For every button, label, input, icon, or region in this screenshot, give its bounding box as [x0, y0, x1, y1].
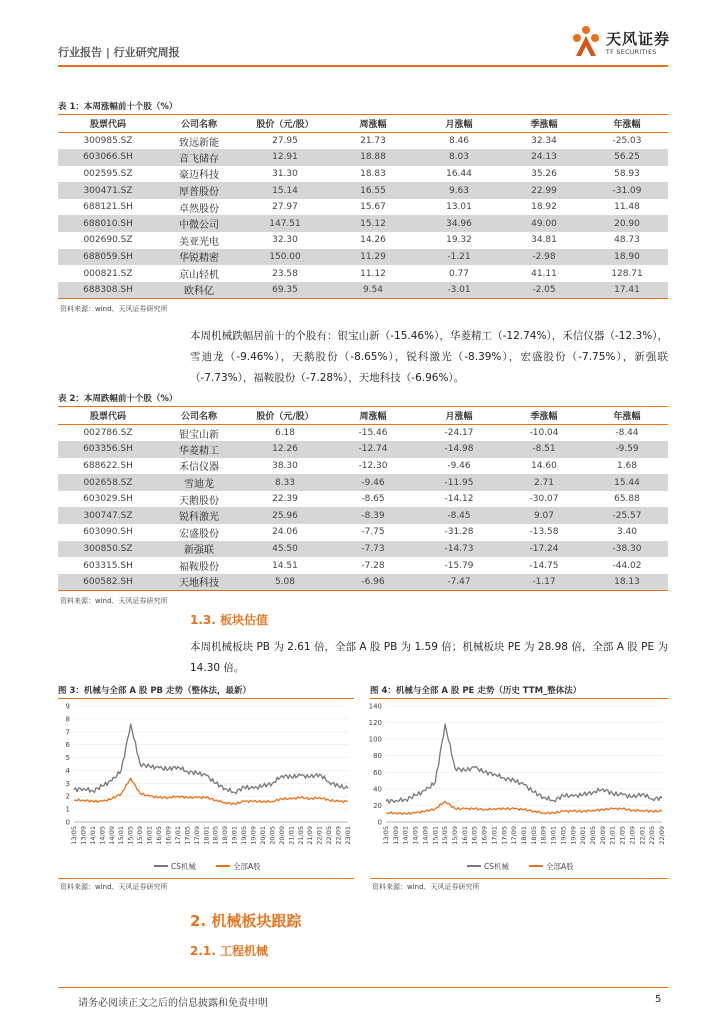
table2-caption: 表 2：本周跌幅前十个股（%）: [58, 394, 178, 404]
value-cell: 8.33: [240, 474, 330, 491]
figure4-rule: [370, 698, 668, 699]
value-cell: -15.79: [444, 560, 474, 571]
x-tick-label: 18/01: [520, 826, 528, 845]
y-tick-label: 120: [368, 719, 382, 728]
x-tick-label: 19/05: [559, 826, 568, 845]
table-row: [58, 507, 668, 524]
x-tick-label: 17/09: [510, 826, 519, 845]
value-cell: 12.91: [240, 149, 330, 166]
y-tick-label: 7: [65, 728, 70, 737]
value-cell: 38.30: [272, 460, 298, 471]
stock-code: 002690.SZ: [83, 235, 133, 246]
table-row: [58, 249, 668, 266]
x-tick-label: 21/01: [287, 826, 296, 845]
table-row: [58, 282, 668, 299]
value-cell: 31.30: [272, 168, 298, 179]
x-tick-label: 15/09: [136, 826, 145, 845]
value-cell: 0.77: [448, 268, 470, 279]
value-cell: 8.03: [416, 149, 502, 166]
stock-code: 603029.SH: [83, 494, 133, 505]
figure4-source: 资料来源：wind、天风证券研究所: [372, 883, 480, 891]
x-tick-label: 19/09: [249, 826, 258, 845]
value-cell: 15.12: [330, 215, 416, 232]
value-cell: 34.96: [416, 215, 502, 232]
value-cell: 5.08: [240, 574, 330, 591]
legend-label: 全部A股: [233, 862, 261, 871]
value-cell: 13.01: [446, 202, 472, 213]
value-cell: 150.00: [240, 249, 330, 266]
figure3-source: 资料来源：wind、天风证券研究所: [60, 883, 168, 891]
value-cell: 9.63: [416, 182, 502, 199]
x-tick-label: 18/01: [202, 826, 211, 845]
value-cell: 9.07: [502, 507, 586, 524]
x-tick-label: 14/01: [88, 826, 97, 845]
x-tick-label: 20/01: [579, 826, 588, 845]
value-cell: 128.71: [611, 268, 643, 279]
stock-code: 300471.SZ: [58, 182, 158, 199]
x-tick-label: 19/05: [240, 826, 249, 845]
value-cell: -25.57: [586, 507, 668, 524]
value-cell: -31.28: [444, 527, 474, 538]
value-cell: -8.44: [615, 428, 639, 439]
x-tick-label: 22/05: [325, 826, 334, 845]
value-cell: 16.55: [330, 182, 416, 199]
header-divider: [58, 65, 668, 67]
figure4-caption: 图 4：机械与全部 A 股 PE 走势（历史 TTM_整体法）: [370, 686, 582, 696]
series-line: [74, 778, 348, 804]
stock-code: 688059.SH: [58, 249, 158, 266]
logo-text: 天风证券: [606, 30, 671, 48]
stock-code: 688010.SH: [58, 215, 158, 232]
x-tick-label: 16/01: [460, 826, 469, 845]
value-cell: 23.58: [272, 268, 298, 279]
x-tick-label: 16/09: [164, 826, 173, 845]
company-name: 厚普股份: [158, 182, 240, 199]
x-tick-label: 21/05: [296, 826, 305, 845]
legend-label: CS机械: [171, 862, 196, 871]
x-tick-label: 17/01: [173, 826, 182, 845]
value-cell: 41.11: [531, 268, 557, 279]
section-heading: 2. 机械板块跟踪: [190, 912, 302, 930]
value-cell: -8.51: [502, 441, 586, 458]
value-cell: -13.58: [529, 527, 559, 538]
stock-code: 688121.SH: [83, 202, 133, 213]
x-tick-label: 21/09: [306, 826, 315, 845]
value-cell: -38.30: [586, 541, 668, 558]
value-cell: 14.26: [360, 235, 386, 246]
value-cell: -12.30: [358, 460, 388, 471]
stock-code: 600582.SH: [58, 574, 158, 591]
x-tick-label: 15/05: [441, 826, 450, 845]
company-name: 新强联: [158, 541, 240, 558]
x-tick-label: 14/09: [107, 826, 116, 845]
table2-source: 资料来源：wind、天风证券研究所: [60, 597, 168, 605]
x-tick-label: 18/09: [539, 826, 548, 845]
table-row: [58, 182, 668, 199]
value-cell: 8.46: [448, 136, 470, 147]
y-tick-label: 100: [368, 735, 382, 744]
value-cell: 14.60: [531, 460, 557, 471]
value-cell: -8.45: [416, 507, 502, 524]
column-header: 季涨幅: [502, 407, 586, 425]
column-header: 月涨幅: [416, 115, 502, 133]
value-cell: 24.06: [272, 527, 298, 538]
value-cell: -9.59: [586, 441, 668, 458]
x-tick-label: 20/09: [277, 826, 286, 845]
value-cell: 22.39: [272, 494, 298, 505]
x-tick-label: 13/09: [391, 826, 400, 845]
value-cell: -7.47: [416, 574, 502, 591]
company-name: 雪迪龙: [158, 474, 240, 491]
value-cell: -6.96: [330, 574, 416, 591]
table-row: [58, 149, 668, 166]
company-name: 天地科技: [158, 574, 240, 591]
value-cell: 19.32: [446, 235, 472, 246]
y-tick-label: 6: [65, 741, 70, 750]
value-cell: 49.00: [502, 215, 586, 232]
x-tick-label: 17/01: [490, 826, 499, 845]
y-tick-label: 20: [373, 801, 382, 810]
footer-divider: [58, 987, 668, 988]
value-cell: 21.73: [360, 136, 386, 147]
company-name: 欧科亿: [158, 282, 240, 299]
column-header: 周涨幅: [330, 115, 416, 133]
disclaimer: 请务必阅读正文之后的信息披露和免责申明: [78, 998, 268, 1009]
value-cell: 32.30: [272, 235, 298, 246]
figure3-bottom-rule: [58, 878, 354, 879]
stock-code: 688308.SH: [58, 282, 158, 299]
column-header: 公司名称: [158, 407, 240, 425]
table-row: [58, 574, 668, 591]
table-row: [58, 524, 668, 541]
subsection-heading: 2.1. 工程机械: [190, 944, 268, 958]
value-cell: -44.02: [612, 560, 642, 571]
value-cell: 15.14: [240, 182, 330, 199]
value-cell: 24.13: [502, 149, 586, 166]
x-tick-label: 18/09: [221, 826, 230, 845]
value-cell: 27.95: [272, 136, 298, 147]
value-cell: 9.54: [330, 282, 416, 299]
value-cell: 18.13: [586, 574, 668, 591]
y-tick-label: 8: [65, 715, 70, 724]
value-cell: 56.25: [586, 149, 668, 166]
table-row: [58, 232, 668, 249]
company-name: 中微公司: [158, 215, 240, 232]
company-name: 天鹅股份: [179, 495, 219, 507]
top-losers-table: [58, 406, 668, 591]
value-cell: -7.28: [361, 560, 385, 571]
x-tick-label: 16/01: [145, 826, 154, 845]
value-cell: 58.93: [614, 168, 640, 179]
company-logo: [568, 22, 678, 62]
x-tick-label: 20/09: [598, 826, 607, 845]
value-cell: -11.95: [416, 474, 502, 491]
value-cell: -10.04: [529, 428, 559, 439]
x-tick-label: 19/09: [569, 826, 578, 845]
table-header-row: [58, 115, 668, 133]
x-tick-label: 22/09: [658, 826, 666, 845]
legend-label: CS机械: [484, 862, 509, 871]
column-header: 股价（元/股）: [240, 407, 330, 425]
y-tick-label: 4: [65, 766, 70, 775]
stock-code: 603090.SH: [83, 527, 133, 538]
value-cell: 27.97: [272, 202, 298, 213]
value-cell: 45.50: [240, 541, 330, 558]
y-tick-label: 40: [373, 785, 382, 794]
value-cell: -8.39: [330, 507, 416, 524]
value-cell: -3.01: [416, 282, 502, 299]
company-name: 宏盛股份: [179, 528, 219, 540]
value-cell: 18.83: [360, 168, 386, 179]
table-row: [58, 199, 668, 216]
value-cell: -17.24: [502, 541, 586, 558]
stock-code: 603066.SH: [58, 149, 158, 166]
x-tick-label: 17/05: [500, 826, 509, 845]
value-cell: 17.41: [586, 282, 668, 299]
value-cell: -7.73: [330, 541, 416, 558]
stock-code: 300850.SZ: [58, 541, 158, 558]
value-cell: 11.29: [330, 249, 416, 266]
value-cell: 18.90: [586, 249, 668, 266]
table1-source: 资料来源：wind、天风证券研究所: [60, 305, 168, 313]
figure3-caption: 图 3：机械与全部 A 股 PB 走势（整体法，最新）: [58, 686, 251, 696]
x-tick-label: 14/09: [421, 826, 430, 845]
section-heading: 1.3. 板块估值: [190, 613, 268, 627]
x-tick-label: 22/09: [334, 826, 343, 845]
x-tick-label: 15/01: [117, 826, 126, 845]
y-tick-label: 60: [373, 768, 382, 777]
decliners-summary: 本周机械跌幅居前十的个股有：银宝山新（-15.46%），华菱精工（-12.74%），禾信仪器（-12.3%），雪迪龙（-9.46%），天鹅股份（-8.65%），锐科激光（-8.39%），宏盛股份（-7.75%），新强联（-7.73%），福鞍股份（-7.28%），天地科技（-6.96%）。: [190, 330, 668, 384]
table-row: [58, 425, 668, 442]
value-cell: -14.98: [416, 441, 502, 458]
y-tick-label: 5: [65, 754, 70, 763]
stock-code: 603356.SH: [58, 441, 158, 458]
value-cell: -2.98: [502, 249, 586, 266]
x-tick-label: 21/05: [618, 826, 627, 845]
value-cell: -14.73: [416, 541, 502, 558]
column-header: 周涨幅: [330, 407, 416, 425]
company-name: 华锐精密: [158, 249, 240, 266]
stock-code: 000821.SZ: [83, 268, 133, 279]
value-cell: 34.81: [531, 235, 557, 246]
logo-mark-icon: [568, 24, 604, 60]
x-tick-label: 17/05: [183, 826, 192, 845]
company-name: 美亚光电: [179, 236, 219, 248]
x-tick-label: 22/01: [315, 826, 324, 845]
value-cell: -1.17: [502, 574, 586, 591]
company-name: 致远新能: [179, 137, 219, 149]
x-tick-label: 22/05: [648, 826, 657, 845]
company-name: 卓然股份: [179, 203, 219, 215]
company-name: 福鞍股份: [179, 562, 219, 574]
pb-trend-chart: [58, 700, 354, 876]
page-number: 5: [655, 994, 662, 1005]
table-row: [58, 557, 668, 574]
x-tick-label: 14/05: [411, 826, 420, 845]
x-tick-label: 23/01: [344, 826, 352, 845]
table-row: [58, 166, 668, 183]
figure3-rule: [58, 698, 354, 699]
x-tick-label: 17/09: [192, 826, 201, 845]
column-header: 股票代码: [58, 115, 158, 133]
y-tick-label: 9: [65, 702, 70, 711]
x-tick-label: 19/01: [549, 826, 558, 845]
value-cell: 11.48: [614, 202, 640, 213]
value-cell: -2.05: [502, 282, 586, 299]
company-name: 京山轻机: [179, 270, 219, 282]
y-tick-label: 3: [65, 779, 70, 788]
column-header: 年涨幅: [586, 407, 668, 425]
value-cell: -25.03: [612, 136, 642, 147]
table-header-row: [58, 407, 668, 425]
table-row: [58, 265, 668, 282]
value-cell: 18.92: [531, 202, 557, 213]
series-line: [386, 801, 662, 814]
value-cell: -9.46: [330, 474, 416, 491]
value-cell: 32.34: [531, 136, 557, 147]
value-cell: -14.75: [529, 560, 559, 571]
column-header: 股价（元/股）: [240, 115, 330, 133]
x-tick-label: 21/09: [628, 826, 637, 845]
value-cell: -7.75: [361, 527, 385, 538]
x-tick-label: 15/01: [431, 826, 440, 845]
stock-code: 002786.SZ: [83, 428, 133, 439]
value-cell: 20.90: [586, 215, 668, 232]
valuation-summary: 本周机械板块 PB 为 2.61 倍，全部 A 股 PB 为 1.59 倍；机械板块 PE 为 28.98 倍，全部 A 股 PE 为 14.30 倍。: [190, 641, 668, 674]
table-row: [58, 541, 668, 558]
x-tick-label: 14/05: [98, 826, 107, 845]
value-cell: 147.51: [240, 215, 330, 232]
value-cell: 35.26: [531, 168, 557, 179]
logo-subtext: TF SECURITIES: [606, 49, 657, 56]
stock-code: 002595.SZ: [83, 168, 133, 179]
table-row: [58, 491, 668, 508]
value-cell: 15.67: [360, 202, 386, 213]
value-cell: 14.51: [272, 560, 298, 571]
value-cell: 2.71: [502, 474, 586, 491]
y-tick-label: 0: [377, 818, 382, 827]
table-row: [58, 474, 668, 491]
stock-code: 300985.SZ: [83, 136, 133, 147]
value-cell: -9.46: [447, 460, 471, 471]
value-cell: -30.07: [529, 494, 559, 505]
table1-caption: 表 1：本周涨幅前十个股（%）: [58, 102, 178, 112]
value-cell: 22.99: [502, 182, 586, 199]
legend-label: 全部A股: [546, 862, 574, 871]
value-cell: -1.21: [416, 249, 502, 266]
stock-code: 002658.SZ: [58, 474, 158, 491]
x-tick-label: 16/05: [155, 826, 164, 845]
column-header: 年涨幅: [586, 115, 668, 133]
y-tick-label: 140: [368, 702, 382, 711]
x-tick-label: 22/01: [638, 826, 647, 845]
value-cell: 3.40: [616, 527, 638, 538]
pe-trend-chart: [370, 700, 668, 876]
table-row: [58, 215, 668, 232]
top-gainers-table: [58, 114, 668, 299]
x-tick-label: 15/05: [126, 826, 135, 845]
x-tick-label: 18/05: [529, 826, 538, 845]
value-cell: 12.26: [240, 441, 330, 458]
x-tick-label: 16/09: [480, 826, 489, 845]
x-tick-label: 19/01: [230, 826, 239, 845]
value-cell: 48.73: [614, 235, 640, 246]
x-tick-label: 20/01: [258, 826, 267, 845]
table-row: [58, 458, 668, 475]
value-cell: -15.46: [358, 428, 388, 439]
table-row: [58, 441, 668, 458]
column-header: 月涨幅: [416, 407, 502, 425]
column-header: 股票代码: [58, 407, 158, 425]
value-cell: -24.17: [444, 428, 474, 439]
series-line: [386, 724, 662, 803]
x-tick-label: 21/01: [608, 826, 617, 845]
value-cell: -12.74: [330, 441, 416, 458]
x-tick-label: 20/05: [589, 826, 597, 845]
x-tick-label: 14/01: [401, 826, 410, 845]
value-cell: 6.18: [274, 428, 296, 439]
column-header: 公司名称: [158, 115, 240, 133]
table-row: [58, 133, 668, 150]
figure4-bottom-rule: [370, 878, 668, 879]
value-cell: 18.88: [330, 149, 416, 166]
x-tick-label: 15/09: [451, 826, 459, 845]
value-cell: 25.96: [240, 507, 330, 524]
stock-code: 603315.SH: [83, 560, 133, 571]
company-name: 华菱精工: [158, 441, 240, 458]
x-tick-label: 13/05: [382, 826, 390, 845]
x-tick-label: 13/05: [70, 826, 78, 845]
x-tick-label: 16/05: [470, 826, 479, 845]
value-cell: 16.44: [446, 168, 472, 179]
y-tick-label: 1: [65, 805, 70, 814]
stock-code: 688622.SH: [83, 460, 133, 471]
report-type: 行业报告 | 行业研究周报: [58, 46, 180, 59]
y-tick-label: 0: [65, 818, 70, 827]
value-cell: -8.65: [361, 494, 385, 505]
value-cell: 1.68: [616, 460, 638, 471]
company-name: 禾信仪器: [179, 462, 219, 474]
y-tick-label: 2: [65, 792, 70, 801]
value-cell: -14.12: [444, 494, 474, 505]
value-cell: 15.44: [586, 474, 668, 491]
y-tick-label: 80: [373, 752, 382, 761]
value-cell: 69.35: [240, 282, 330, 299]
stock-code: 300747.SZ: [58, 507, 158, 524]
company-name: 银宝山新: [179, 429, 219, 441]
x-tick-label: 18/05: [211, 826, 220, 845]
company-name: 锐科激光: [158, 507, 240, 524]
x-tick-label: 20/05: [268, 826, 277, 845]
column-header: 季涨幅: [502, 115, 586, 133]
value-cell: -31.09: [586, 182, 668, 199]
company-name: 豪迈科技: [179, 170, 219, 182]
x-tick-label: 13/09: [79, 826, 88, 845]
value-cell: 65.88: [614, 494, 640, 505]
company-name: 音飞储存: [158, 149, 240, 166]
value-cell: 11.12: [360, 268, 386, 279]
